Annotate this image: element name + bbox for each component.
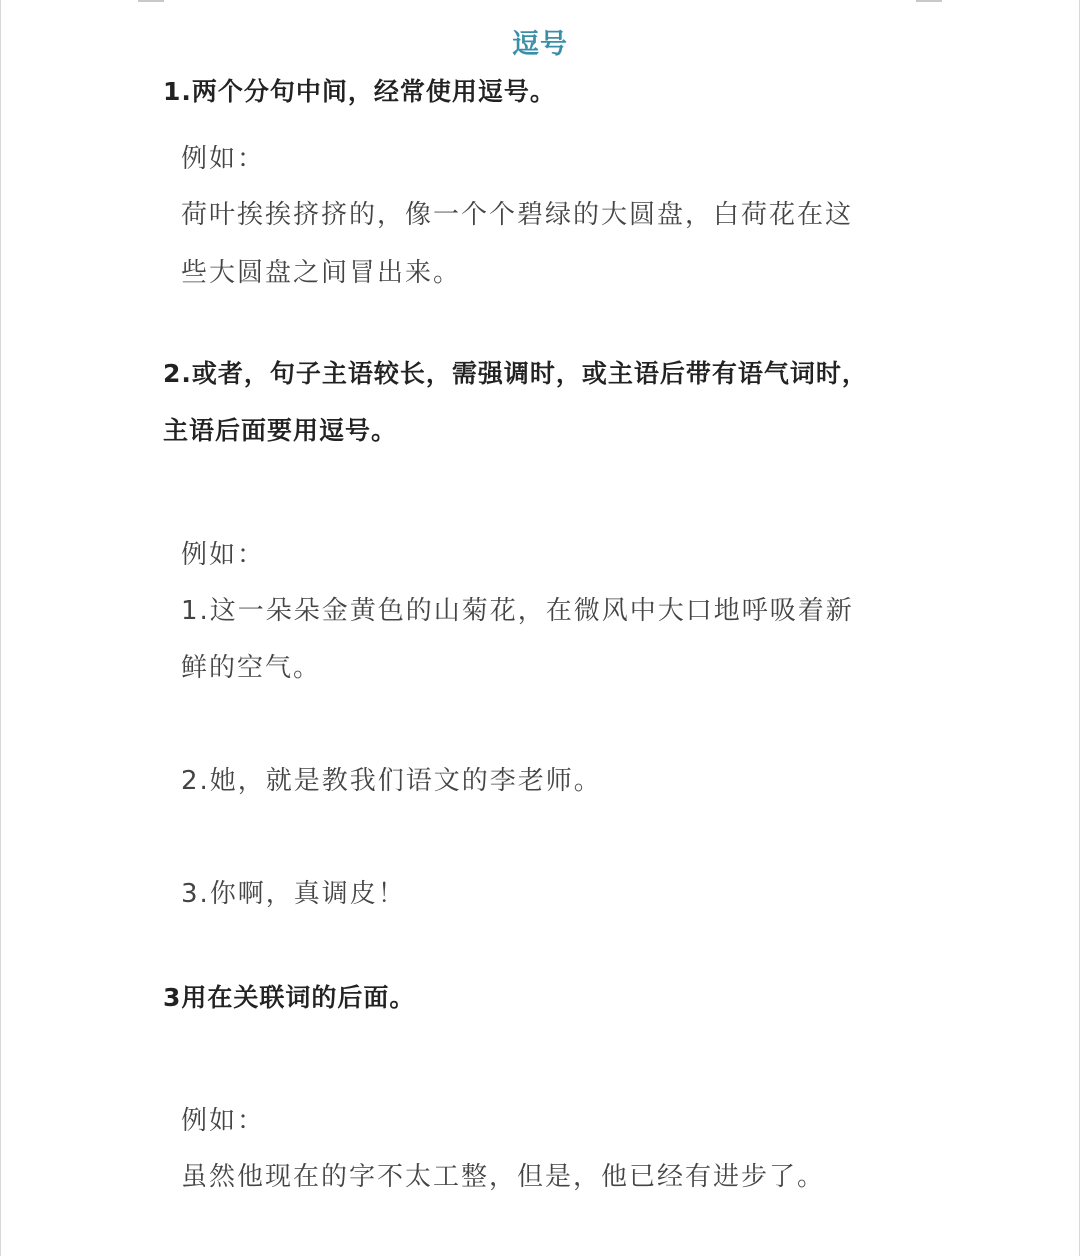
section-2-example-1-line-1: 1.这一朵朵金黄色的山菊花，在微风中大口地呼吸着新 bbox=[181, 596, 854, 626]
section-3-example-label: 例如： bbox=[181, 1106, 266, 1136]
section-2-example-label: 例如： bbox=[181, 540, 266, 570]
section-1-heading: 1.两个分句中间，经常使用逗号。 bbox=[163, 77, 556, 106]
section-1-example-line-2: 些大圆盘之间冒出来。 bbox=[181, 258, 462, 288]
section-1-example-line-1: 荷叶挨挨挤挤的，像一个个碧绿的大圆盘，白荷花在这 bbox=[181, 200, 854, 230]
section-2-heading-line-1: 2.或者，句子主语较长，需强调时，或主语后带有语气词时， bbox=[163, 359, 868, 388]
section-3-heading: 3用在关联词的后面。 bbox=[163, 983, 416, 1012]
page-title: 逗号 bbox=[512, 29, 568, 60]
section-2-example-2: 2.她，就是教我们语文的李老师。 bbox=[181, 766, 602, 796]
top-edge-mark-left bbox=[138, 0, 164, 2]
top-edge-mark-right bbox=[916, 0, 942, 2]
section-2-example-3: 3.你啊，真调皮！ bbox=[181, 879, 406, 909]
section-2-heading-line-2: 主语后面要用逗号。 bbox=[163, 416, 398, 445]
section-3-example-line-1: 虽然他现在的字不太工整，但是，他已经有进步了。 bbox=[181, 1162, 826, 1192]
section-1-example-label: 例如： bbox=[181, 144, 266, 174]
section-2-example-1-line-2: 鲜的空气。 bbox=[181, 653, 322, 683]
